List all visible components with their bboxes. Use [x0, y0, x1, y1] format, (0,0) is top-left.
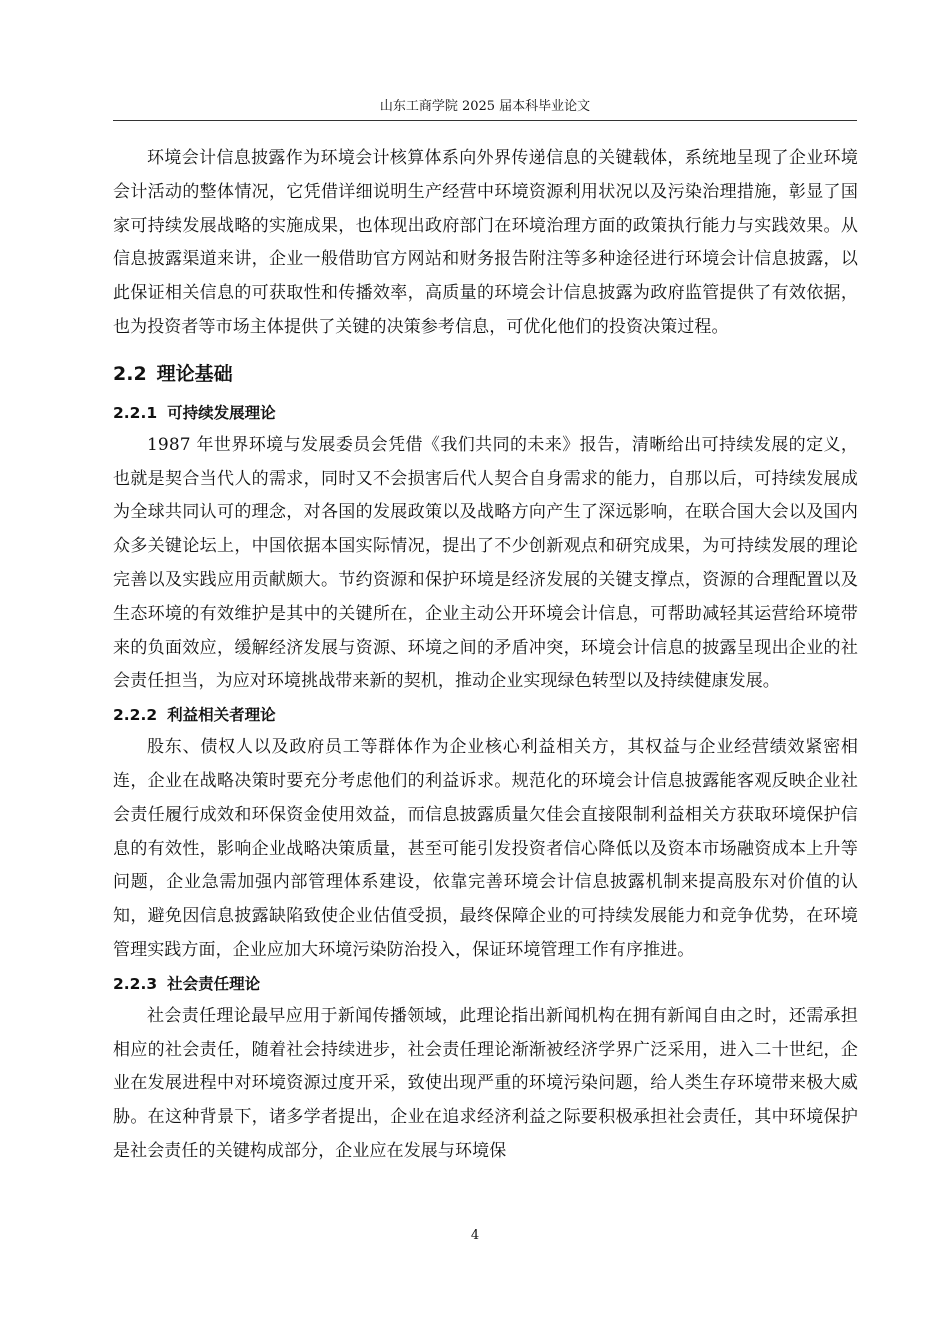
section-number: 2.2: [113, 362, 147, 385]
subsection-heading: [113, 397, 858, 429]
page-body: [113, 142, 858, 1169]
subsection-title: 利益相关者理论: [167, 706, 276, 725]
running-header: [113, 98, 857, 121]
subsection-title: 可持续发展理论: [167, 403, 276, 422]
intro-paragraph: 环境会计信息披露作为环境会计核算体系向外界传递信息的关键载体，系统地呈现了企业环境会计活动的整体情况，它凭借详细说明生产经营中环境资源利用状况以及污染治理措施，彰显了国家可持续发展战略的实施成果，也体现出政府部门在环境治理方面的政策执行能力与实践效果。从信息披露渠道来讲，企业一般借助官方网站和财务报告附注等多种途径进行环境会计信息披露，以此保证相关信息的可获取性和传播效率，高质量的环境会计信息披露为政府监管提供了有效依据，也为投资者等市场主体提供了关键的决策参考信息，可优化他们的投资决策过程。: [113, 148, 858, 337]
section-title: 理论基础: [156, 362, 233, 385]
subsection-heading: [113, 968, 858, 1000]
subsection-paragraph: 股东、债权人以及政府员工等群体作为企业核心利益相关方，其权益与企业经营绩效紧密相连，企业在战略决策时要充分考虑他们的利益诉求。规范化的环境会计信息披露能客观反映企业社会责任履行成效和环保资金使用效益，而信息披露质量欠佳会直接限制利益相关方获取环境保护信息的有效性，影响企业战略决策质量，甚至可能引发投资者信心降低以及资本市场融资成本上升等问题，企业急需加强内部管理体系建设，依靠完善环境会计信息披露机制来提高股东对价值的认知，避免因信息披露缺陷致使企业估值受损，最终保障企业的可持续发展能力和竞争优势，在环境管理实践方面，企业应加大环境污染防治投入，保证环境管理工作有序推进。: [113, 737, 858, 960]
subsection-number: 2.2.2: [113, 706, 158, 725]
subsection-title: 社会责任理论: [167, 974, 261, 993]
subsection-heading: [113, 699, 858, 731]
section-heading: [113, 359, 858, 389]
subsection-number: 2.2.1: [113, 403, 158, 422]
header-title: 山东工商学院 2025 届本科毕业论文: [379, 99, 591, 114]
subsection-paragraph: 1987 年世界环境与发展委员会凭借《我们共同的未来》报告，清晰给出可持续发展的定义，也就是契合当代人的需求，同时又不会损害后代人契合自身需求的能力，自那以后，可持续发展成为全球共同认可的理念，对各国的发展政策以及战略方向产生了深远影响，在联合国大会以及国内众多关键论坛上，中国依据本国实际情况，提出了不少创新观点和研究成果，为可持续发展的理论完善以及实践应用贡献颇大。节约资源和保护环境是经济发展的关键支撑点，资源的合理配置以及生态环境的有效维护是其中的关键所在，企业主动公开环境会计信息，可帮助减轻其运营给环境带来的负面效应，缓解经济发展与资源、环境之间的矛盾冲突，环境会计信息的披露呈现出企业的社会责任担当，为应对环境挑战带来新的契机，推动企业实现绿色转型以及持续健康发展。: [113, 434, 858, 692]
subsection-number: 2.2.3: [113, 974, 158, 993]
page-number: 4: [470, 1228, 480, 1243]
page-footer: [0, 1228, 950, 1243]
subsection-paragraph: 社会责任理论最早应用于新闻传播领域，此理论指出新闻机构在拥有新闻自由之时，还需承担相应的社会责任，随着社会持续进步，社会责任理论渐渐被经济学界广泛采用，进入二十世纪，企业在发展进程中对环境资源过度开采，致使出现严重的环境污染问题，给人类生存环境带来极大威胁。在这种背景下，诸多学者提出，企业在追求经济利益之际要积极承担社会责任，其中环境保护是社会责任的关键构成部分，企业应在发展与环境保: [113, 1005, 858, 1161]
